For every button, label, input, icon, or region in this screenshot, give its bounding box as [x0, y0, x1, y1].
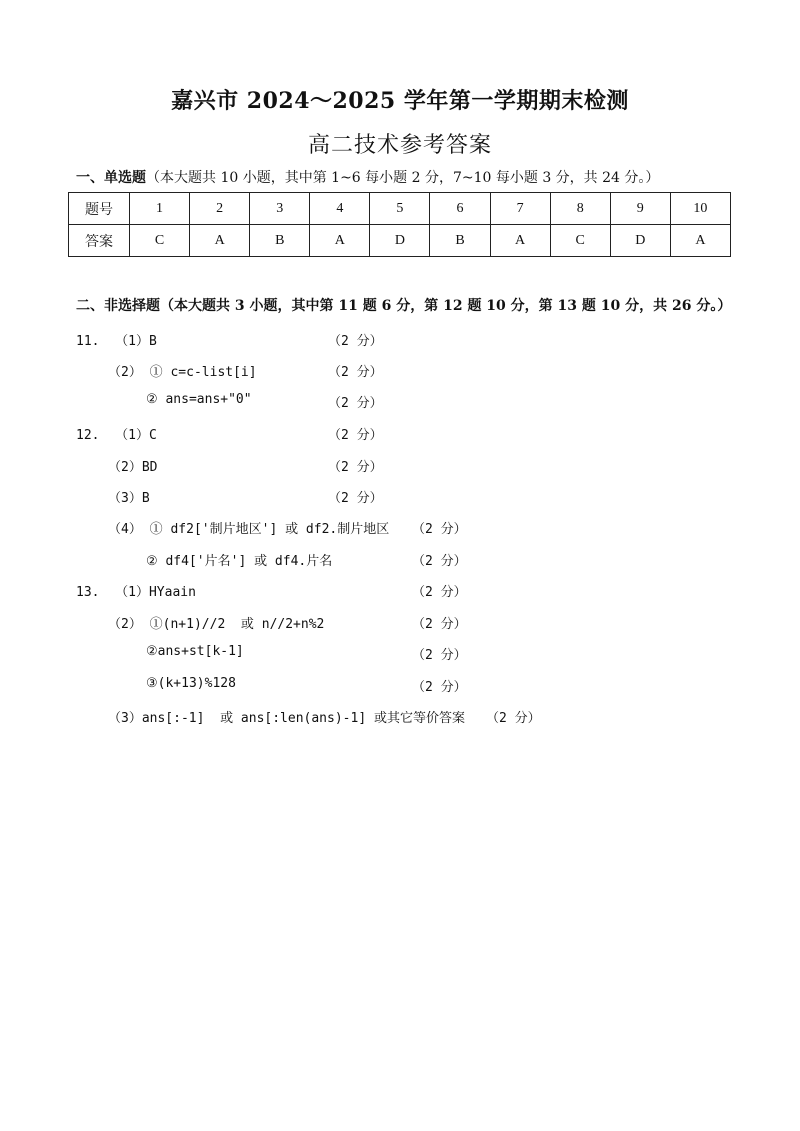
score-label: （2 分） [412, 648, 467, 663]
score-label: （2 分） [328, 428, 383, 443]
answer-line: （2） ①(n+1)//2 或 n//2+n%2 [108, 617, 325, 632]
question-number-cell: 5 [370, 193, 430, 225]
question-number-cell: 6 [430, 193, 490, 225]
score-label: （2 分） [412, 554, 467, 569]
score-label: （2 分） [486, 711, 541, 726]
score-label: （2 分） [328, 334, 383, 349]
answer-cell: C [550, 225, 610, 257]
question-number-cell: 7 [490, 193, 550, 225]
section-2-heading: 二、非选择题（本大题共 3 小题，其中第 11 题 6 分，第 12 题 10 分，第 13 题 10 分，共 26 分。） [76, 298, 732, 314]
answer-line: 12. （1）C [76, 428, 157, 443]
answer-line: （3）ans[:-1] 或 ans[:len(ans)-1] 或其它等价答案 [108, 711, 465, 726]
score-label: （2 分） [328, 491, 383, 506]
row-header-question-number: 题号 [69, 193, 130, 225]
score-label: （2 分） [328, 460, 383, 475]
score-label: （2 分） [328, 396, 383, 411]
question-number-cell: 3 [250, 193, 310, 225]
answer-cell: B [430, 225, 490, 257]
question-number-cell: 4 [310, 193, 370, 225]
score-label: （2 分） [328, 365, 383, 380]
answer-row [69, 225, 731, 257]
answer-line: ③(k+13)%128 [146, 676, 236, 691]
row-header-answer: 答案 [69, 225, 130, 257]
answer-cell: A [490, 225, 550, 257]
question-number-cell: 10 [670, 193, 730, 225]
section-1-heading [76, 167, 659, 187]
answer-line: （3）B [108, 491, 150, 506]
question-number-cell: 8 [550, 193, 610, 225]
score-label: （2 分） [412, 585, 467, 600]
multiple-choice-answer-table [68, 192, 731, 257]
answer-cell: A [190, 225, 250, 257]
page-subtitle: 高二技术参考答案 [307, 133, 492, 158]
question-number-cell: 1 [130, 193, 190, 225]
score-label: （2 分） [412, 522, 467, 537]
answer-cell: D [610, 225, 670, 257]
answer-line: 13. （1）HYaain [76, 585, 196, 600]
answer-line: 11. （1）B [76, 334, 157, 349]
score-label: （2 分） [412, 680, 467, 695]
section-1-label: 一、单选题 [76, 170, 146, 186]
score-label: （2 分） [412, 617, 467, 632]
answer-line: （4） ① df2['制片地区'] 或 df2.制片地区 [108, 522, 390, 537]
question-number-row [69, 193, 731, 225]
answer-cell: C [130, 225, 190, 257]
answer-line: ② ans=ans+"0" [146, 392, 252, 407]
page-title: 嘉兴市 2024～2025 学年第一学期期末检测 [171, 88, 629, 114]
answer-line: （2）BD [108, 460, 158, 475]
answer-line: （2） ① c=c-list[i] [108, 365, 257, 380]
answer-line: ②ans+st[k-1] [146, 644, 244, 659]
answer-cell: A [670, 225, 730, 257]
answer-cell: D [370, 225, 430, 257]
section-1-description: （本大题共 10 小题，其中第 1~6 每小题 2 分，7~10 每小题 3 分，共 24 分。） [146, 170, 660, 186]
question-number-cell: 9 [610, 193, 670, 225]
answer-cell: A [310, 225, 370, 257]
answer-cell: B [250, 225, 310, 257]
answer-line: ② df4['片名'] 或 df4.片名 [146, 554, 333, 569]
question-number-cell: 2 [190, 193, 250, 225]
